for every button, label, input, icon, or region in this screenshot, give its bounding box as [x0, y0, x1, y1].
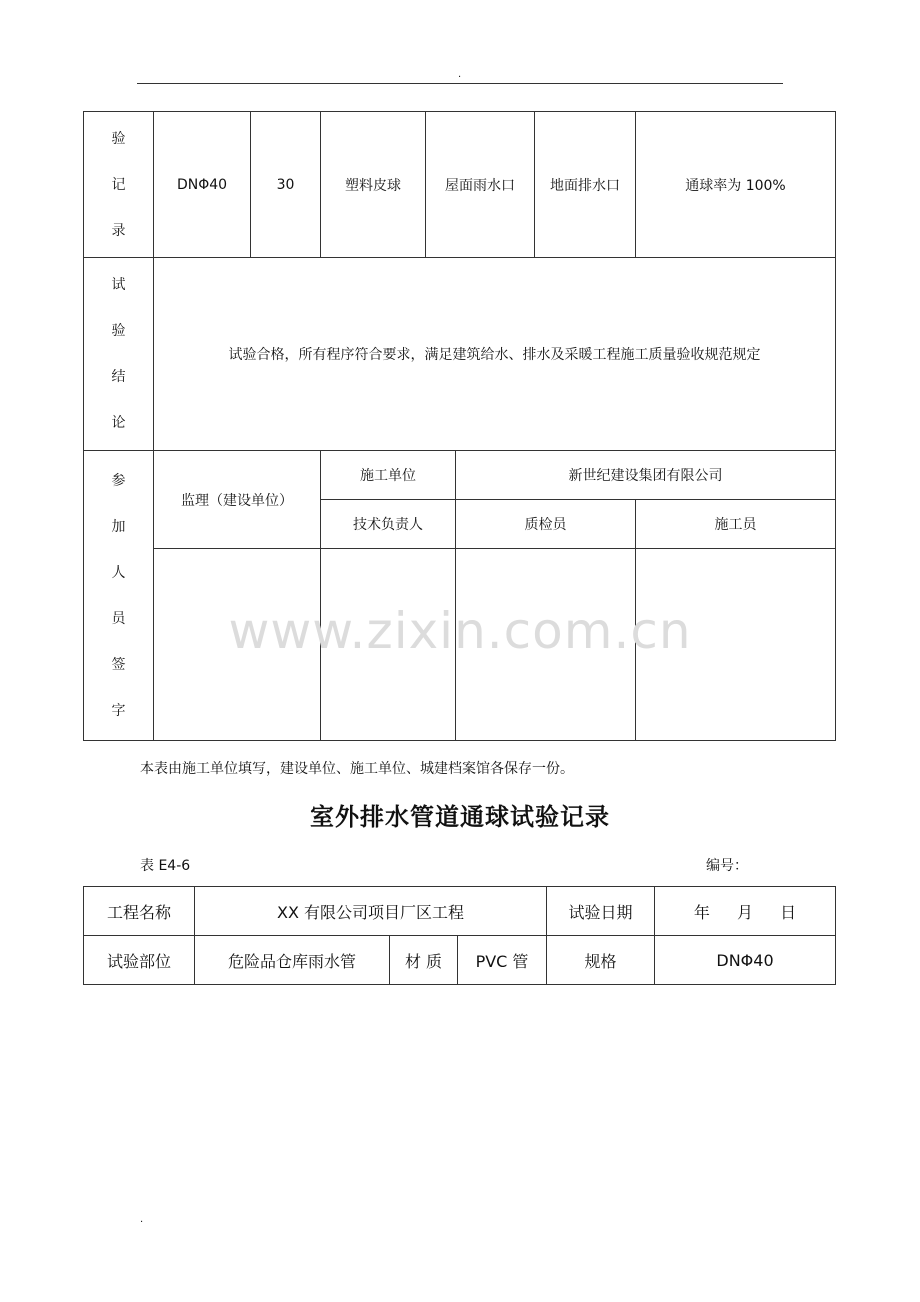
footer-dot: .: [140, 1214, 144, 1225]
header-dot: .: [458, 69, 462, 80]
form-note: 本表由施工单位填写，建设单位、施工单位、城建档案馆各保存一份。: [140, 761, 574, 777]
participants-header-row: [84, 451, 836, 500]
record-inlet-cell: 屋面雨水口: [426, 112, 535, 258]
page-title: 室外排水管道通球试验记录: [310, 803, 610, 831]
construction-unit-name: 新世纪建设集团有限公司: [456, 451, 836, 500]
supervisor-label: 监理（建设单位）: [154, 451, 321, 549]
participants-row-label: 参 加 人 员 签 字: [84, 451, 154, 741]
watermark: www.zixin.com.cn: [228, 602, 692, 660]
record-count-cell: 30: [251, 112, 321, 258]
project-info-table: [83, 886, 836, 985]
record-row: [84, 112, 836, 258]
form-code: 表 E4-6: [140, 858, 191, 874]
construction-unit-label: 施工单位: [321, 451, 456, 500]
material-value: PVC 管: [458, 936, 547, 985]
test-date-label: 试验日期: [547, 887, 655, 936]
qc-label: 质检员: [456, 500, 636, 549]
conclusion-row: [84, 258, 836, 451]
test-part-label: 试验部位: [84, 936, 195, 985]
test-part-value: 危险品仓库雨水管: [195, 936, 390, 985]
project-row: [84, 887, 836, 936]
conclusion-text: 试验合格，所有程序符合要求，满足建筑给水、排水及采暖工程施工质量验收规范规定: [154, 258, 836, 451]
record-outlet-cell: 地面排水口: [535, 112, 636, 258]
test-date-value: 年 月 日: [655, 887, 836, 936]
project-name-label: 工程名称: [84, 887, 195, 936]
worker-label: 施工员: [636, 500, 836, 549]
conclusion-row-label: 试 验 结 论: [84, 258, 154, 451]
record-row-label: 验 记 录: [84, 112, 154, 258]
record-ball-cell: 塑料皮球: [321, 112, 426, 258]
serial-number-label: 编号：: [706, 858, 748, 874]
test-part-row: [84, 936, 836, 985]
material-label: 材 质: [390, 936, 458, 985]
tech-lead-label: 技术负责人: [321, 500, 456, 549]
header-rule: [137, 83, 783, 84]
project-name-value: XX 有限公司项目厂区工程: [195, 887, 547, 936]
record-spec-cell: DNΦ40: [154, 112, 251, 258]
spec-value: DNΦ40: [655, 936, 836, 985]
spec-label: 规格: [547, 936, 655, 985]
record-rate-cell: 通球率为 100%: [636, 112, 836, 258]
